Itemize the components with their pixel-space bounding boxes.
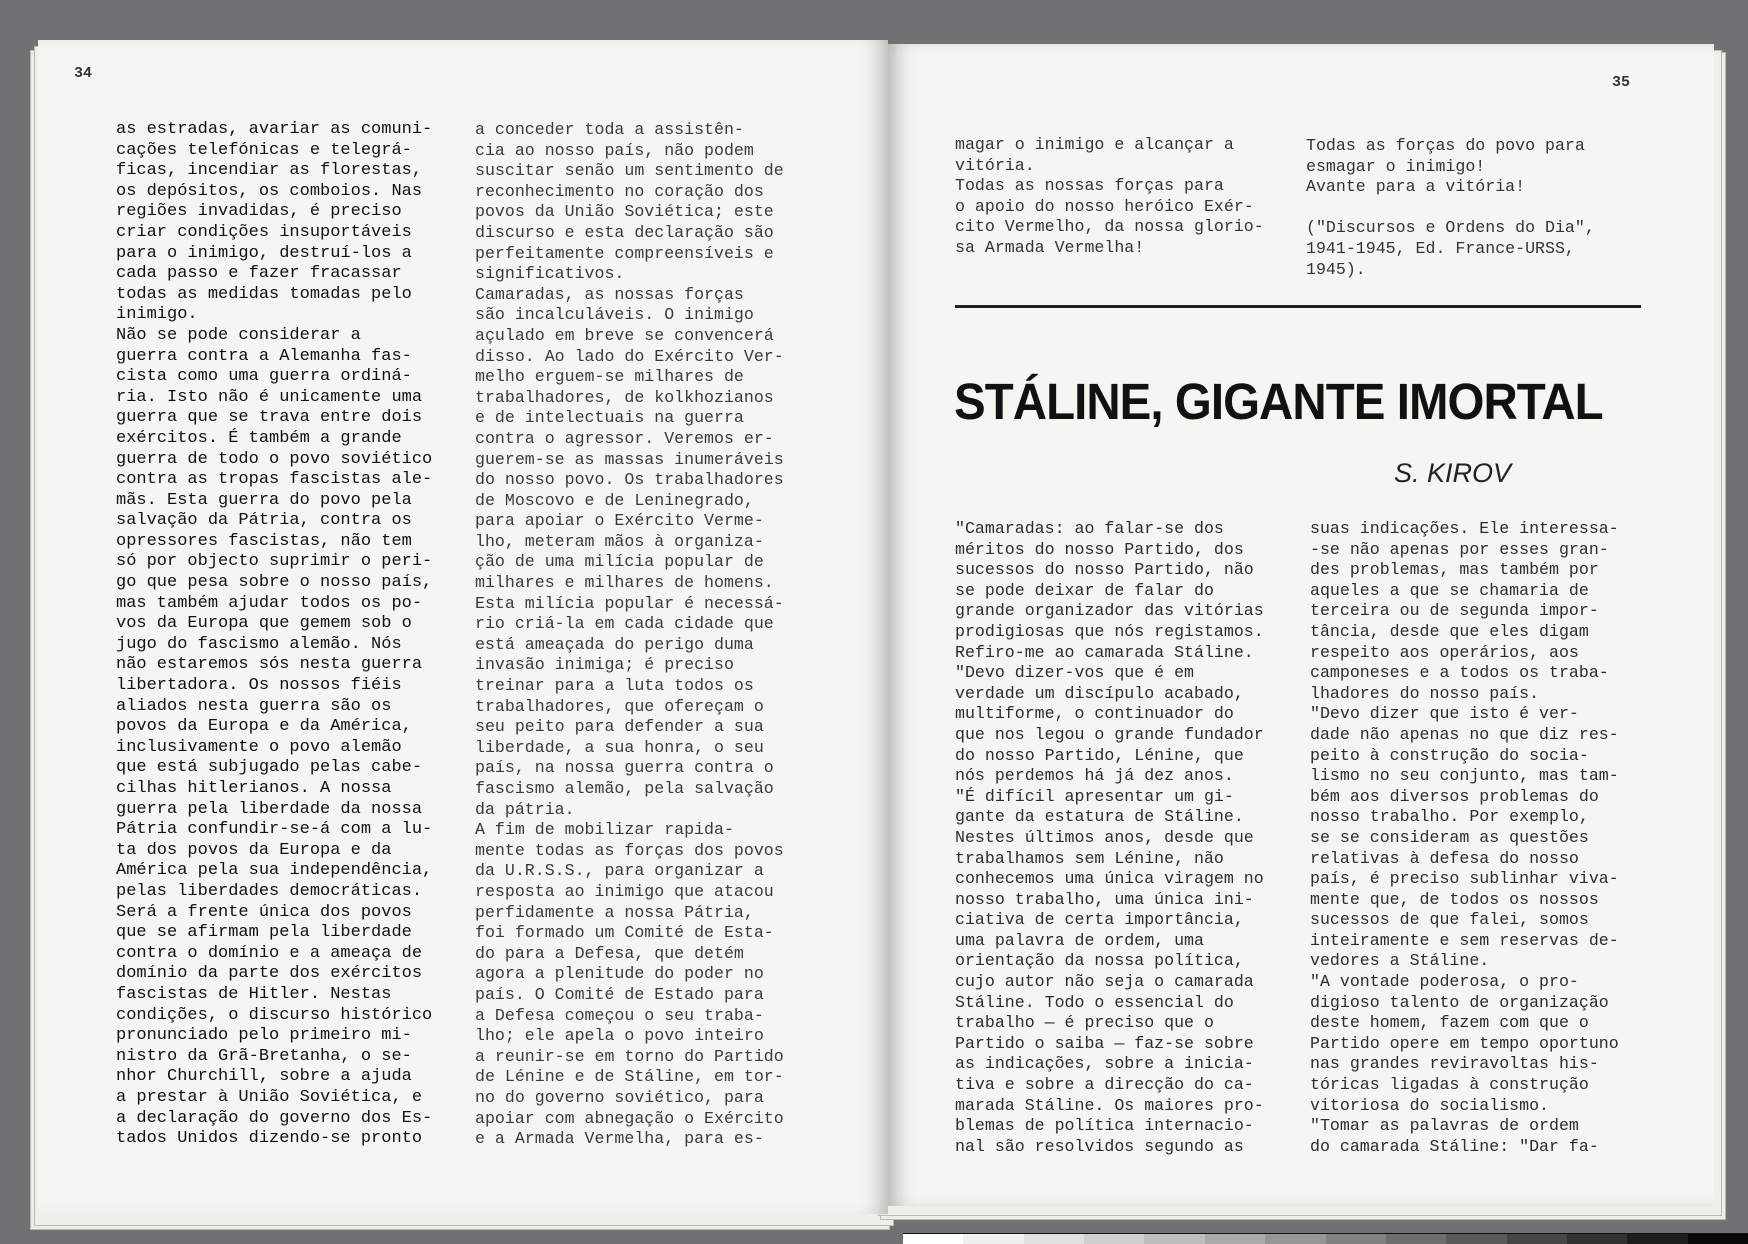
text-line: conhecemos uma única viragem no <box>955 869 1264 889</box>
text-line: significativos. <box>475 264 625 284</box>
text-line: país, é preciso sublinhar viva- <box>1310 869 1619 889</box>
text-line: Partido o saiba — faz-se sobre <box>955 1033 1254 1053</box>
text-line: ("Discursos e Ordens do Dia", <box>1306 218 1595 238</box>
text-line: esmagar o inimigo! <box>1306 156 1486 176</box>
text-line: gante da estatura de Stáline. <box>955 807 1244 827</box>
text-line: povos da União Soviética; este <box>475 202 774 222</box>
text-line: contra o domínio e a ameaça de <box>116 943 423 963</box>
left-page-column-1 <box>116 120 432 1150</box>
text-line: ção de uma milícia popular de <box>475 552 764 572</box>
text-line: guerem-se as massas inumeráveis <box>475 449 784 469</box>
text-line: que se afirmam pela liberdade <box>116 923 412 943</box>
gray-swatch <box>1688 1234 1748 1244</box>
text-line: tiva e sobre a direcção do ca- <box>955 1075 1254 1095</box>
text-line: guerra contra a Alemanha fas- <box>116 346 412 366</box>
text-line: vedores a Stáline. <box>1310 951 1490 971</box>
text-line: "Camaradas: ao falar-se dos <box>955 519 1224 538</box>
text-line: Todas as nossas forças para <box>955 176 1224 196</box>
text-line: aqueles a que se chamaria de <box>1310 580 1589 600</box>
text-line: Pátria confundir-se-á com a lu- <box>116 820 433 840</box>
text-line: digioso talento de organização <box>1310 992 1609 1012</box>
text-line: Esta milícia popular é necessá- <box>475 593 784 613</box>
text-line: Não se pode considerar a <box>116 325 361 345</box>
text-line: uma palavra de ordem, uma <box>955 930 1204 950</box>
gray-swatch <box>1507 1234 1567 1244</box>
text-line: Nestes últimos anos, desde que <box>955 827 1254 847</box>
text-line: país. O Comité de Estado para <box>475 984 764 1004</box>
text-line: mãs. Esta guerra do povo pela <box>116 490 412 510</box>
text-line: milhares e milhares de homens. <box>475 573 774 593</box>
text-line: exércitos. É também a grande <box>116 428 402 448</box>
text-line: suas indicações. Ele interessa- <box>1310 519 1619 538</box>
text-line: do para a Defesa, que detém <box>475 943 744 963</box>
text-line: cista como uma guerra ordiná- <box>116 367 412 387</box>
text-line: "Devo dizer que isto é ver- <box>1310 704 1579 724</box>
text-line: trabalhadores, que ofereçam o <box>475 696 764 716</box>
text-line: prodigiosas que nós registamos. <box>955 621 1264 641</box>
text-line: as indicações, sobre a inicia- <box>955 1054 1254 1074</box>
text-line: go que pesa sobre o nosso país, <box>116 573 433 593</box>
gray-swatch <box>1024 1234 1084 1244</box>
gray-swatch <box>1326 1234 1386 1244</box>
text-line: camponeses e a todos os traba- <box>1310 663 1609 683</box>
text-line: lho, meteram mãos à organiza- <box>475 531 764 551</box>
text-line: a conceder toda a assistên- <box>475 120 744 139</box>
text-line: salvação da Pátria, contra os <box>116 511 412 531</box>
text-line: Refiro-me ao camarada Stáline. <box>955 642 1254 662</box>
text-line: nós perdemos há já dez anos. <box>955 766 1234 786</box>
text-line: se se consideram as questões <box>1310 827 1589 847</box>
text-line: magar o inimigo e alcançar a <box>955 135 1234 154</box>
text-line: inimigo. <box>116 305 198 325</box>
text-line: de Lénine e de Stáline, em tor- <box>475 1067 784 1087</box>
text-line: treinar para a luta todos os <box>475 676 754 696</box>
text-line: guerra de todo o povo soviético <box>116 449 433 469</box>
text-line: Partido opere em tempo oportuno <box>1310 1033 1619 1053</box>
text-line: aliados nesta guerra são os <box>116 696 392 716</box>
text-line: fascismo alemão, pela salvação <box>475 779 774 798</box>
gray-swatch <box>1627 1234 1687 1244</box>
text-line: discurso e esta declaração são <box>475 222 774 242</box>
text-line: contra as tropas fascistas ale- <box>116 470 433 490</box>
text-line: grande organizador das vitórias <box>955 601 1264 621</box>
text-line: domínio da parte dos exércitos <box>116 964 423 984</box>
article-column-1 <box>955 519 1264 1157</box>
text-line: nosso trabalho. Por exemplo, <box>1310 807 1589 827</box>
text-line: e a Armada Vermelha, para es- <box>475 1129 764 1149</box>
text-line: A fim de mobilizar rapida- <box>475 820 734 840</box>
gray-swatch <box>1386 1234 1446 1244</box>
text-line: lho; ele apela o povo inteiro <box>475 1026 764 1046</box>
text-line: "Tomar as palavras de ordem <box>1310 1116 1579 1136</box>
text-line: regiões invadidas, é preciso <box>116 202 402 222</box>
text-line: pronunciado pelo primeiro mi- <box>116 1026 412 1046</box>
text-line: de Moscovo e de Leninegrado, <box>475 490 754 510</box>
text-line: a Defesa começou o seu traba- <box>475 1005 764 1025</box>
right-page-top-column-2 <box>1306 136 1595 280</box>
text-line: fascistas de Hitler. Nestas <box>116 984 392 1004</box>
gray-swatch <box>1144 1234 1204 1244</box>
text-line: cilhas hitlerianos. A nossa <box>116 779 392 798</box>
text-line: blemas de política internacio- <box>955 1116 1254 1136</box>
text-line: todas as medidas tomadas pelo <box>116 284 412 304</box>
text-line: cujo autor não seja o camarada <box>955 972 1254 992</box>
text-line: seu peito para defender a sua <box>475 717 764 737</box>
text-line: tóricas ligadas à construção <box>1310 1075 1589 1095</box>
text-line: "Devo dizer-vos que é em <box>955 663 1194 683</box>
text-line: trabalho — é preciso que o <box>955 1013 1214 1033</box>
text-line: multiforme, o continuador do <box>955 704 1234 724</box>
text-line: condições, o discurso histórico <box>116 1005 433 1025</box>
text-line: trabalhadores, de kolkhozianos <box>475 387 774 407</box>
right-page-top-column-1 <box>955 135 1264 259</box>
text-line: povos da Europa e da América, <box>116 717 412 737</box>
text-line: Todas as forças do povo para <box>1306 136 1585 155</box>
gray-swatch <box>1084 1234 1144 1244</box>
text-line: cito Vermelho, da nossa glorio- <box>955 217 1264 237</box>
text-line: deste homem, fazem com que o <box>1310 1013 1589 1033</box>
text-line: trabalhamos sem Lénine, não <box>955 848 1224 868</box>
text-line: os depósitos, os comboios. Nas <box>116 181 423 201</box>
text-line: da pátria. <box>475 799 575 819</box>
text-line: "É difícil apresentar um gi- <box>955 786 1234 806</box>
text-line: se pode deixar de falar do <box>955 580 1214 600</box>
text-line: tância, desde que eles digam <box>1310 621 1589 641</box>
text-line: peito à construção do socia- <box>1310 745 1589 765</box>
text-line: inclusivamente o povo alemão <box>116 737 402 757</box>
text-line: mas também ajudar todos os po- <box>116 593 423 613</box>
text-line: mente todas as forças dos povos <box>475 840 784 860</box>
article-author: S. KIROV <box>1394 458 1512 488</box>
text-line: melho erguem-se milhares de <box>475 367 744 387</box>
text-line <box>1306 198 1595 219</box>
text-line: pelas liberdades democráticas. <box>116 881 423 901</box>
text-line: opressores fascistas, não tem <box>116 531 412 551</box>
text-line: nhor Churchill, sobre a ajuda <box>116 1067 412 1087</box>
gray-swatch <box>1567 1234 1627 1244</box>
text-line: cada passo e fazer fracassar <box>116 264 402 284</box>
text-line: guerra que se trava entre dois <box>116 408 423 428</box>
text-line: do camarada Stáline: "Dar fa- <box>1310 1136 1599 1156</box>
text-line: Será a frente única dos povos <box>116 902 412 922</box>
text-line: América pela sua independência, <box>116 861 433 881</box>
text-line: são incalculáveis. O inimigo <box>475 305 754 325</box>
text-line: ria. Isto não é unicamente uma <box>116 387 423 407</box>
text-line: libertadora. Os nossos fiéis <box>116 676 402 696</box>
text-line: nosso trabalho, uma única ini- <box>955 889 1254 909</box>
grayscale-calibration-bar <box>903 1233 1748 1244</box>
text-line: orientação da nossa política, <box>955 951 1244 971</box>
text-line: suscitar senão um sentimento de <box>475 161 784 181</box>
text-line: agora a plenitude do poder no <box>475 964 764 984</box>
text-line: está ameaçada do perigo duma <box>475 634 754 654</box>
text-line: rio criá-la em cada cidade que <box>475 614 774 634</box>
text-line: invasão inimiga; é preciso <box>475 655 734 675</box>
gray-swatch <box>963 1234 1023 1244</box>
text-line: nas grandes reviravoltas his- <box>1310 1054 1599 1074</box>
text-line: nal são resolvidos segundo as <box>955 1136 1244 1156</box>
text-line: 1941-1945, Ed. France-URSS, <box>1306 238 1575 258</box>
text-line: bém aos diversos problemas do <box>1310 786 1599 806</box>
text-line: relativas à defesa do nosso <box>1310 848 1579 868</box>
text-line: Stáline. Todo o essencial do <box>955 992 1234 1012</box>
text-line: que está subjugado pelas cabe- <box>116 758 423 778</box>
text-line: perfeitamente compreensíveis e <box>475 243 774 263</box>
text-line: que nos legou o grande fundador <box>955 724 1264 744</box>
text-line: não estaremos sós nesta guerra <box>116 655 423 675</box>
text-line: cia ao nosso país, não podem <box>475 140 754 160</box>
text-line: tados Unidos dizendo-se pronto <box>116 1129 423 1149</box>
text-line: ficas, incendiar as florestas, <box>116 161 423 181</box>
text-line: açulado em breve se convencerá <box>475 325 774 345</box>
page-number-left: 34 <box>74 65 93 82</box>
text-line: perfidamente a nossa Pátria, <box>475 902 754 922</box>
gray-swatch <box>1265 1234 1325 1244</box>
text-line: ciativa de certa importância, <box>955 910 1244 930</box>
text-line: reconhecimento no coração dos <box>475 181 764 201</box>
text-line: no do governo soviético, para <box>475 1087 764 1107</box>
text-line: guerra pela liberdade da nossa <box>116 799 423 819</box>
text-line: "A vontade poderosa, o pro- <box>1310 972 1579 992</box>
text-line: foi formado um Comité de Esta- <box>475 923 774 943</box>
text-line: para apoiar o Exército Verme- <box>475 511 764 531</box>
text-line: méritos do nosso Partido, dos <box>955 539 1244 559</box>
text-line: apoiar com abnegação o Exército <box>475 1108 784 1128</box>
text-line: des problemas, mas também por <box>1310 560 1599 580</box>
text-line: para o inimigo, destruí-los a <box>116 243 412 263</box>
left-page-column-2 <box>475 120 784 1150</box>
text-line: as estradas, avariar as comuni- <box>116 120 433 139</box>
text-line: sucessos do nosso Partido, não <box>955 560 1254 580</box>
text-line: Avante para a vitória! <box>1306 177 1526 197</box>
section-divider <box>955 305 1641 308</box>
text-line: do nosso povo. Os trabalhadores <box>475 470 784 490</box>
gray-swatch <box>903 1234 963 1244</box>
text-line: lismo no seu conjunto, mas tam- <box>1310 766 1619 786</box>
text-line: vitória. <box>955 155 1035 175</box>
text-line: a prestar à União Soviética, e <box>116 1087 423 1107</box>
text-line: a declaração do governo dos Es- <box>116 1108 433 1128</box>
text-line: inteiramente e sem reservas de- <box>1310 930 1619 950</box>
gray-swatch <box>1446 1234 1506 1244</box>
text-line: nistro da Grã-Bretanha, o se- <box>116 1046 412 1066</box>
text-line: país, na nossa guerra contra o <box>475 758 774 778</box>
text-line: jugo do fascismo alemão. Nós <box>116 634 402 654</box>
gray-swatch <box>1205 1234 1265 1244</box>
text-line: sucessos de que falei, somos <box>1310 910 1589 930</box>
text-line: a reunir-se em torno do Partido <box>475 1046 784 1066</box>
article-column-2 <box>1310 519 1619 1157</box>
article-title: STÁLINE, GIGANTE IMORTAL <box>954 373 1603 430</box>
text-line: só por objecto suprimir o peri- <box>116 552 433 572</box>
text-line: marada Stáline. Os maiores pro- <box>955 1095 1264 1115</box>
text-line: mente que, de todos os nossos <box>1310 889 1599 909</box>
text-line: liberdade, a sua honra, o seu <box>475 737 764 757</box>
text-line: criar condições insuportáveis <box>116 222 412 242</box>
text-line: e de intelectuais na guerra <box>475 408 744 428</box>
text-line: verdade um discípulo acabado, <box>955 683 1244 703</box>
text-line: o apoio do nosso heróico Exér- <box>955 196 1254 216</box>
text-line: contra o agressor. Veremos er- <box>475 428 774 448</box>
page-number-right: 35 <box>1612 74 1631 91</box>
text-line: -se não apenas por esses gran- <box>1310 539 1609 559</box>
text-line: resposta ao inimigo que atacou <box>475 881 774 901</box>
text-line: Camaradas, as nossas forças <box>475 284 744 304</box>
text-line: dade não apenas no que diz res- <box>1310 724 1619 744</box>
text-line: cações telefónicas e telegrá- <box>116 140 412 160</box>
text-line: disso. Ao lado do Exército Ver- <box>475 346 784 366</box>
text-line: vos da Europa que gemem sob o <box>116 614 412 634</box>
text-line: lhadores do nosso país. <box>1310 683 1540 703</box>
text-line: vitoriosa do socialismo. <box>1310 1095 1549 1115</box>
text-line: terceira ou de segunda impor- <box>1310 601 1599 621</box>
text-line: do nosso Partido, Lénine, que <box>955 745 1244 765</box>
text-line: respeito aos operários, aos <box>1310 642 1579 662</box>
text-line: sa Armada Vermelha! <box>955 237 1145 257</box>
text-line: ta dos povos da Europa e da <box>116 840 392 860</box>
text-line: da U.R.S.S., para organizar a <box>475 861 764 881</box>
text-line: 1945). <box>1306 259 1366 279</box>
